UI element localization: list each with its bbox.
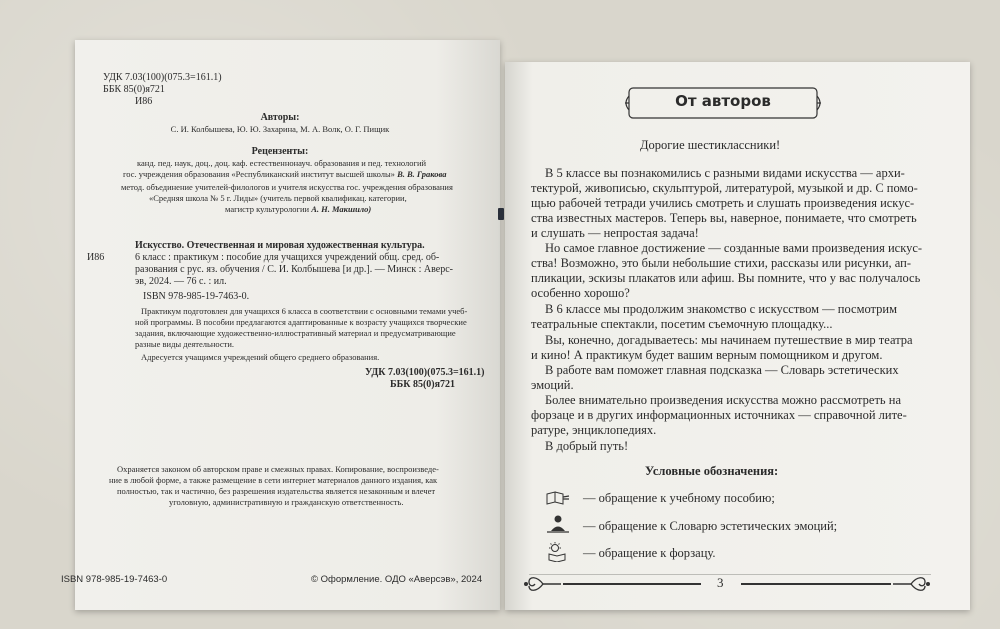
copyright-line-3: полностью, так и частично, без разрешения издательства является незаконным и влечет [117,486,436,496]
bbk-header-line: ББК 85(0)я721 [103,84,165,95]
staple [498,208,504,220]
paragraph-line-2: тектурой, живописью, скульптурой, литературой, музыкой и др. С помо- [531,181,918,195]
left-page [61,40,500,610]
ornament-line-right [741,583,891,585]
reviewers-title: Рецензенты: [251,146,309,157]
paragraph-line-17: форзаце и в других информационных источниках — справочной лите- [531,408,907,422]
annotation-line-3: задания, включающие художественно-иллюстративный материал и предусматривающие [135,328,456,338]
publisher-bottom: © Оформление. ОДО «Аверсэв», 2024 [311,574,483,585]
book-desc-line-1: 6 класс : практикум : пособие для учащихся учреждений общ. сред. об- [135,252,440,263]
paragraph-line-3: щью рабочей тетради учились смотреть и слушать произведения искус- [531,196,915,210]
reviewer-2-line-1: метод. объединение учителей-филологов и учителя искусства гос. учреждения образования [121,182,453,192]
index-code: И86 [87,252,105,263]
greeting: Дорогие шестиклассники! [640,138,781,152]
legend-item-3-text: — обращение к форзацу. [583,546,716,560]
paragraph-line-19: В добрый путь! [545,439,629,453]
copyright-line-1: Охраняется законом об авторском праве и смежных правах. Копирование, воспроизведе- [117,464,439,474]
legend-item-2-text: — обращение к Словарю эстетических эмоций; [583,519,838,533]
paragraph-line-12: Вы, конечно, догадываетесь: мы начинаем путешествие в мир театра [545,333,913,347]
book-desc-line-3: эв, 2024. — 76 с. : ил. [135,276,227,287]
book-title: Искусство. Отечественная и мировая художественная культура. [135,240,425,251]
page-heading: От авторов [675,92,771,110]
page-number: 3 [717,575,724,590]
paragraph-line-6: Но самое главное достижение — созданные вами произведения искус- [545,241,923,255]
copyright-line-4: уголовную, административную и гражданскую ответственность. [169,497,404,507]
right-page [505,62,970,610]
paragraph-line-11: театральные спектакли, посетим съемочную площадку... [531,317,833,331]
paragraph-line-15: эмоций. [531,378,574,392]
paragraph-line-9: особенно хорошо? [531,286,630,300]
authors-title: Авторы: [260,112,300,123]
paragraph-line-18: ратуре, энциклопедиях. [531,423,657,437]
index-header-line: И86 [135,96,153,107]
reviewer-2-line-3: магистр культурологии А. Н. Макшило) [225,204,372,214]
udk-footer-line: УДК 7.03(100)(075.3=161.1) [365,367,485,378]
bbk-footer-line: ББК 85(0)я721 [390,379,456,390]
paragraph-line-16: Более внимательно произведения искусства можно рассмотреть на [545,393,901,407]
udk-header-line: УДК 7.03(100)(075.3=161.1) [103,72,222,83]
legend-item-1-text: — обращение к учебному пособию; [583,491,775,505]
isbn-line: ISBN 978-985-19-7463-0. [143,291,250,302]
person-book-icon [545,514,571,534]
annotation-line-1: Практикум подготовлен для учащихся 6 класса в соответствии с основными темами учеб- [141,306,468,316]
ornament-right-icon [891,572,931,594]
isbn-bottom: ISBN 978-985-19-7463-0 [61,574,168,585]
reviewer-1-line-2: гос. учреждения образования «Республиканский институт высшей школы» В. В. Гракова [123,169,447,179]
book-desc-line-2: разования с рус. яз. обучения / С. И. Колбышева [и др.]. — Минск : Аверс- [135,264,453,275]
legend-title: Условные обозначения: [645,464,779,478]
paragraph-line-1: В 5 классе вы познакомились с разными видами искусства — архи- [545,166,905,180]
book-hand-icon [545,488,571,506]
paragraph-line-14: В работе вам поможет главная подсказка — Словарь эстетических [545,363,899,377]
paragraph-line-13: и кино! А практикум будет вашим верным помощником и другом. [531,348,883,362]
annotation-line-2: ной программы. В пособии предлагаются адаптированные к возрасту учащихся творческие [135,317,467,327]
copyright-line-2: ние в любой форме, а также размещение в сети интернет материалов данного издания, как [109,475,438,485]
ornament-left-icon [523,572,563,594]
writing-line [529,574,931,575]
paragraph-line-8: пликации, эскизы плакатов или афиш. Вы помните, что у вас получалось [531,271,921,285]
authors-list: С. И. Колбышева, Ю. Ю. Захарина, М. А. Волк, О. Г. Пищик [170,124,390,134]
reviewer-2-line-2: «Средняя школа № 5 г. Лиды» (учитель первой квалификац. категории, [149,193,407,203]
annotation-line-4: разные виды деятельности. [135,339,235,349]
paragraph-line-5: и слушать — непростая задача! [531,226,699,240]
paragraph-line-7: ства! Возможно, это были небольшие стихи, рассказы или рисунки, ап- [531,256,911,270]
paragraph-line-10: В 6 классе мы продолжим знакомство с искусством — посмотрим [545,302,898,316]
lamp-book-icon [545,542,571,562]
paragraph-line-4: ства известных мастеров. Теперь вы, наверное, понимаете, что смотреть [531,211,917,225]
reviewer-1-line-1: канд. пед. наук, доц., доц. каф. естественнонауч. образования и пед. технологий [137,158,427,168]
ornament-line-left [563,583,701,585]
addressed-line: Адресуется учащимся учреждений общего среднего образования. [141,352,380,362]
